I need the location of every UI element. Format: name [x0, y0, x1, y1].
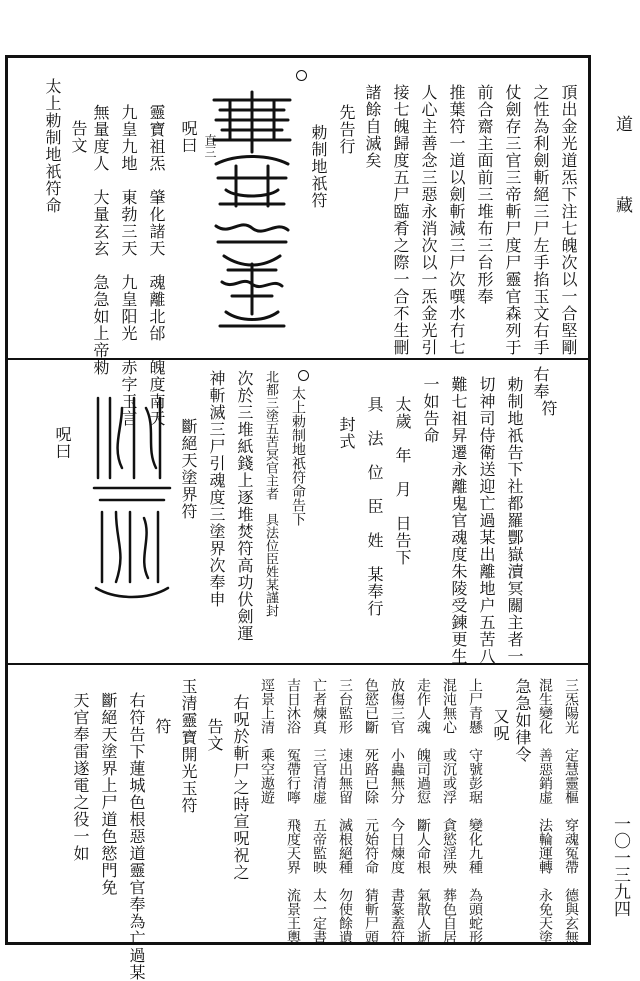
text-column: 次於三堆紙錢上逐堆焚符高功伏劍運: [235, 370, 254, 642]
talisman-seal-icon: [203, 86, 298, 346]
text-column: 告文: [69, 120, 88, 154]
page-frame: [5, 55, 591, 981]
text-column: 又呪: [491, 708, 510, 742]
text-column: 仗劍存三官三帝斬尸度尸靈官森列于: [503, 84, 522, 356]
text-column: 封式: [337, 416, 356, 450]
text-column: 斷絕天塗界符: [179, 418, 198, 520]
text-column: 諸餘自滅矣: [363, 84, 382, 169]
text-column: 斷絕天塗界上尸道色慾門免: [99, 692, 118, 896]
text-column: 具 法 位 臣 姓 某奉行: [365, 396, 384, 617]
text-column: 難七祖昇遷永離鬼官魂度朱陵受鍊更生: [449, 376, 468, 665]
text-column: 右符告下蓮城色根惡道靈官奉為亡過某: [127, 692, 146, 981]
text-column: 推葉符一道以劍斬減三尸次噀水冇七: [447, 84, 466, 356]
text-column: 靈寶祖炁 肇化諸天 魂離北邰 魄度南天: [147, 104, 166, 427]
text-column: 急急如律令: [513, 678, 532, 763]
text-column: 右呪於斬尸之時宣呪祝之: [231, 694, 250, 881]
text-column: 北都三塗五苦冥官主者 具法位臣姓某謹封: [263, 370, 278, 617]
incantation-label: 呪曰: [53, 426, 72, 460]
text-column: 人心主善念三惡永消次以一炁金光引: [419, 84, 438, 356]
page-number: 一〇一三九四: [610, 815, 630, 917]
text-column: 一如告命: [421, 376, 440, 444]
text-column: 三台監形 速出無留 滅根絕種 勿使餘遺: [337, 678, 353, 944]
text-column: 玉清靈寶開光玉符: [179, 678, 198, 814]
text-column: 亡者煉真 三官清虚 五帝監映 太一定書: [311, 678, 327, 944]
talisman-label: 符: [539, 400, 558, 417]
section-header: 右奉: [531, 366, 550, 400]
text-column: 九皇九地 東勃三天 九皇阳光 赤字玉言: [119, 104, 138, 427]
text-column: 無量度人 大量玄玄 急急如上帝勑: [91, 104, 110, 376]
text-column: 放傷三官 小蟲無分 今日煉度 書篆蓋符: [389, 678, 405, 944]
text-column: 告文: [205, 718, 224, 752]
text-column: 之性為利劍斬絕三尸左手掐玉文右手: [531, 84, 550, 356]
text-column: 三炁陽光 定慧靈樞 穿魂冤帶 德與玄無: [563, 678, 579, 944]
text-column: 太歲 年 月 日告下: [393, 396, 412, 566]
talisman-seal-icon: [88, 388, 176, 608]
collection-title: 道 藏: [612, 115, 632, 235]
text-column: 神斬滅三尸引魂度三塗界次奉申: [207, 370, 226, 608]
section-divider-2: [8, 663, 588, 665]
section-marker: [298, 370, 309, 381]
text-column: 混沌無心 或沉或浮 貪慾淫殃 葬色自居: [441, 678, 457, 944]
text-column: 混生變化 善惡銷虚 法輪運轉 永免天塗: [537, 678, 553, 944]
section-marker: [296, 70, 307, 81]
talisman-label: 符: [153, 718, 172, 735]
text-column: 逕景上清 乘空遨遊: [259, 678, 275, 804]
text-column: 走作人魂 魄司過愆 斷人命根 氣散人逝: [415, 678, 431, 944]
text-column: 切神司侍衛送迎亡過某出離地户五苦八: [477, 376, 496, 665]
incantation-label: 呪曰: [179, 120, 198, 154]
text-column: 前合齋主面前三堆布三台形奉: [475, 84, 494, 305]
text-column: 上尸青懸 守號彭琚 變化九種 為頭蛇形: [467, 678, 483, 944]
text-column: 吉日沐浴 冤帶行嚀 飛度天界 流景王輿: [285, 678, 301, 944]
text-column: 天官奉雷遂電之役一如: [71, 692, 90, 862]
text-column: 勅制地祇告下社都羅酆嶽瀆冥關主者一: [505, 376, 524, 665]
text-column: 頂出金光道炁下注七魄次以一合堅剛: [559, 84, 578, 356]
text-column: 接七魄歸度五尸臨肴之際一合不生刪: [391, 84, 410, 356]
text-column: 太上勅制地祇符命: [43, 78, 62, 214]
text-column: 先告行: [337, 104, 356, 155]
text-column: 色慾已斷 死路已除 元始符命 猜斬尸頭: [363, 678, 379, 944]
talisman-note: 直三: [203, 134, 217, 158]
text-column: 太上勅制地祇符命告下: [290, 386, 306, 526]
text-column: 勅制地祇符: [309, 124, 328, 209]
